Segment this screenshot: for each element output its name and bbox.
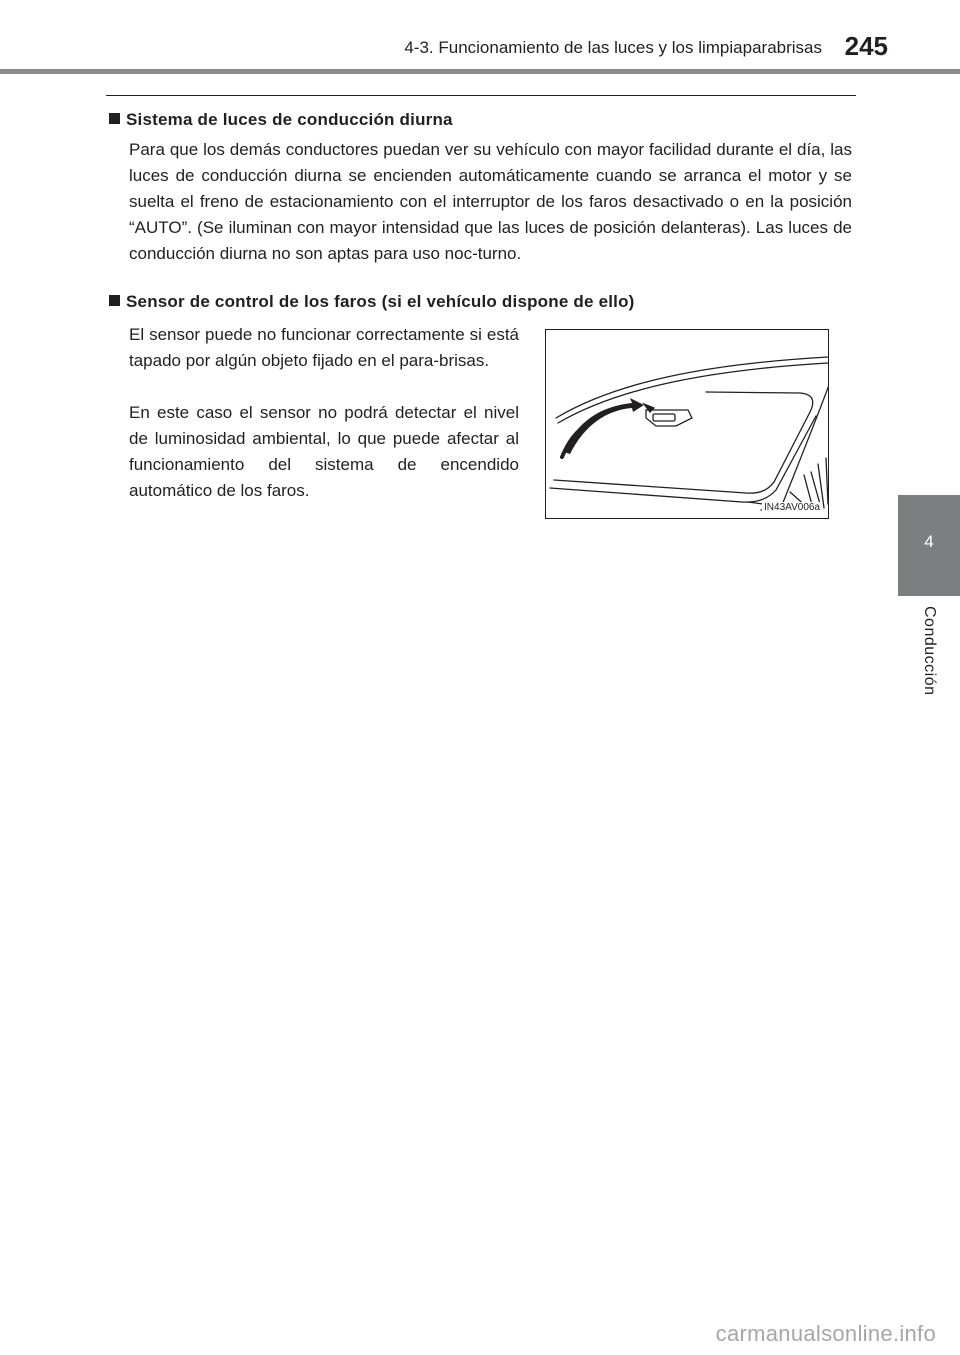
square-bullet-icon <box>109 113 120 124</box>
windshield-sensor-figure <box>545 329 829 519</box>
paragraph-sensor-2: En este caso el sensor no podrá detectar el nivel de luminosidad ambiental, lo que puede afectar al funcionamiento del sistema de encendido automático de los faros. <box>129 403 519 500</box>
paragraph-drl: Para que los demás conductores puedan ver su vehículo con mayor facilidad durante el día, las luces de conducción diurna se encienden automáticamente cuando se arranca el motor y se suelta el freno de estacionamiento con el interruptor de los faros desactivado o en la posición “AUTO”. (Se iluminan con mayor intensidad que las luces de posición delanteras). Las luces de conducción diurna no son aptas para uso noc-turno. <box>129 140 852 263</box>
heading-text: Sistema de luces de conducción diurna <box>126 110 453 129</box>
section-title: 4-3. Funcionamiento de las luces y los limpiaparabrisas <box>404 38 822 57</box>
watermark: carmanualsonline.info <box>715 1321 936 1346</box>
paragraph-sensor-1: El sensor puede no funcionar correctamente si está tapado por algún objeto fijado en el para-brisas. <box>129 325 519 370</box>
section-heading-sensor <box>109 292 635 312</box>
content-divider <box>106 95 856 96</box>
square-bullet-icon <box>109 295 120 306</box>
page-header <box>0 0 960 60</box>
heading-text: Sensor de control de los faros (si el vehículo dispone de ello) <box>126 292 635 311</box>
figure-code: IN43AV006a <box>764 502 820 513</box>
indicator-arrow-icon <box>562 398 644 457</box>
windshield-sensor-illustration-icon <box>546 330 829 519</box>
chapter-number: 4 <box>924 532 934 551</box>
section-heading-drl <box>109 110 453 130</box>
chapter-title-text: Conducción <box>921 606 938 696</box>
chapter-title <box>920 606 940 726</box>
page-number: 245 <box>844 31 888 61</box>
sensor-housing-icon <box>644 404 692 426</box>
header-divider <box>0 69 960 74</box>
